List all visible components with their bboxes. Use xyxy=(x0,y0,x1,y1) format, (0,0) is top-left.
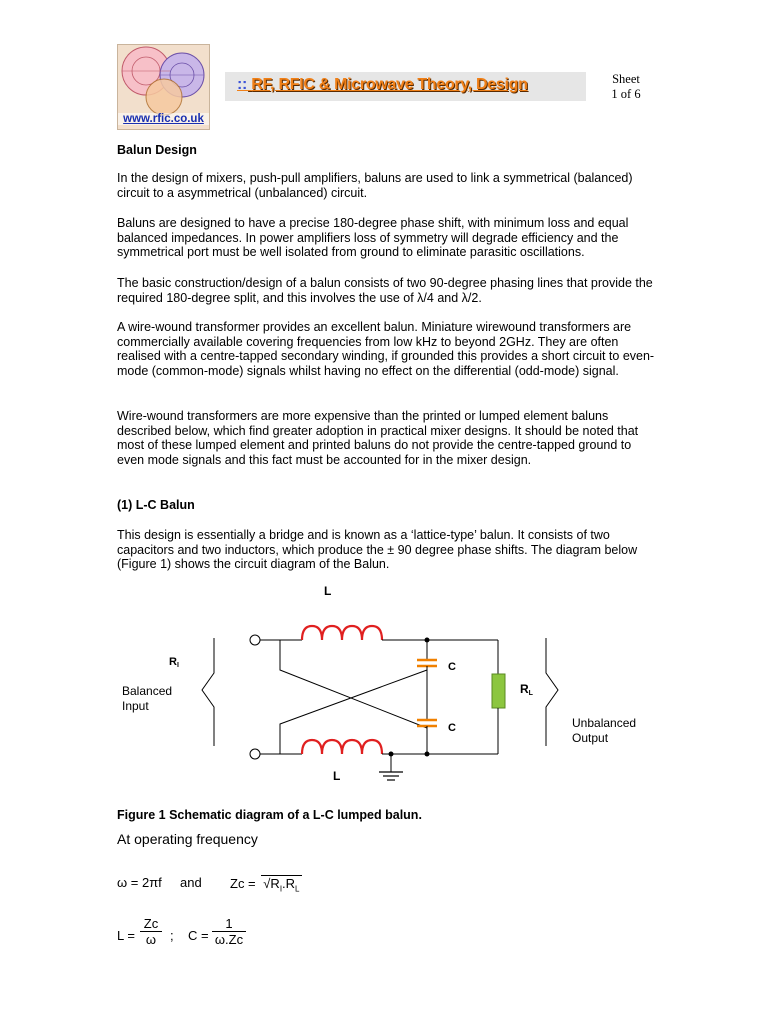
formula-zc xyxy=(230,875,302,894)
label-c-top: C xyxy=(448,661,456,673)
zc-r1: R xyxy=(270,876,280,891)
figure-caption: Figure 1 Schematic diagram of a L-C lumped balun. xyxy=(117,808,422,822)
zc-r1-sub: I xyxy=(279,884,283,894)
label-unbalanced-1: Unbalanced xyxy=(572,716,637,730)
label-rl: RL xyxy=(520,682,533,697)
label-ri: RI xyxy=(169,656,179,669)
terminal-bottom xyxy=(250,749,260,759)
section-heading: (1) L-C Balun xyxy=(117,498,195,512)
sheet-label: Sheet xyxy=(612,72,640,86)
sheet-number: 1 of 6 xyxy=(611,87,641,101)
sheet-indicator xyxy=(600,72,652,102)
zc-r2: .R xyxy=(282,876,296,891)
brace-left xyxy=(202,638,214,746)
inductor-top xyxy=(302,626,382,640)
terminal-top xyxy=(250,635,260,645)
banner-title[interactable] xyxy=(237,76,528,94)
label-balanced-1: Balanced xyxy=(122,684,173,698)
brace-right xyxy=(546,638,558,746)
operating-frequency-label: At operating frequency xyxy=(117,831,258,847)
zc-sqrt: $√R_I.R_L$ xyxy=(263,876,300,894)
paragraph-lc-balun: This design is essentially a bridge and is known as a ‘lattice-type’ balun. It consists of two capacitors and two inductors, which produce the ± 90 degree phase shifts. The diagram below (Figure 1) shows the circuit diagram of the Balun. xyxy=(117,528,638,571)
formula-and: and xyxy=(180,875,202,890)
formula-separator: ; xyxy=(170,928,174,943)
label-unbalanced-2: Output xyxy=(572,731,609,745)
banner-prefix: :: xyxy=(237,76,248,93)
formula-c-fraction xyxy=(212,916,246,947)
label-c-bottom: C xyxy=(448,722,456,734)
paragraph-wire-wound: A wire-wound transformer provides an excellent balun. Miniature wirewound transformers are commercially available covering frequencies from low kHz to beyond 2GHz. They are often realised with a centre-tapped secondary winding, if grounded this provides a short circuit to even-mode (common-mode) signals whilst having no effect on the differential (odd-mode) signal. xyxy=(117,320,655,378)
site-logo xyxy=(117,44,210,130)
inductor-bottom xyxy=(302,740,382,754)
zc-r2-sub: L xyxy=(295,884,300,894)
paragraph-cost: Wire-wound transformers are more expensive than the printed or lumped element baluns described below, which find greater adoption in practical mixer designs. It should be noted that most of these lumped element and printed baluns do not provide the centre-tapped ground to even mode signals and this fact must be accounted for in the mixer design. xyxy=(117,409,639,467)
paragraph-intro: In the design of mixers, push-pull amplifiers, baluns are used to link a symmetrical (balanced) circuit to a asymmetrical (unbalanced) circuit. xyxy=(117,171,633,200)
l-denominator: ω xyxy=(145,932,157,947)
label-balanced-2: Input xyxy=(122,699,149,713)
formula-l-fraction xyxy=(140,916,162,947)
formula-l-lhs: L = xyxy=(117,928,135,943)
c-denominator: ω.Zc xyxy=(214,932,244,947)
label-l-bottom: L xyxy=(333,769,341,783)
formula-c-lhs: C = xyxy=(188,928,209,943)
c-numerator: 1 xyxy=(212,916,246,932)
formula-omega: ω = 2πf xyxy=(117,875,162,890)
banner-title-text: RF, RFIC & Microwave Theory, Design xyxy=(251,76,528,93)
lc-balun-schematic xyxy=(110,578,670,790)
cross-wire-1 xyxy=(280,640,427,728)
page-title: Balun Design xyxy=(117,143,197,157)
cross-wire-2 xyxy=(280,670,427,754)
header-banner xyxy=(225,72,586,101)
l-numerator: Zc xyxy=(140,916,162,932)
label-l-top: L xyxy=(324,584,332,598)
paragraph-phase-shift: Baluns are designed to have a precise 180-degree phase shift, with minimum loss and equal balanced impedances. In power amplifiers loss of symmetry will degrade efficiency and the symmetrical port must be well isolated from ground to eliminate parasitic oscillations. xyxy=(117,216,629,259)
zc-lhs: Zc = xyxy=(230,876,256,891)
logo-url-text[interactable]: www.rfic.co.uk xyxy=(118,113,209,125)
paragraph-construction: The basic construction/design of a balun consists of two 90-degree phasing lines that provide the required 180-degree split, and this involves the use of λ/4 and λ/2. xyxy=(117,276,653,305)
resistor-rl xyxy=(492,674,505,708)
